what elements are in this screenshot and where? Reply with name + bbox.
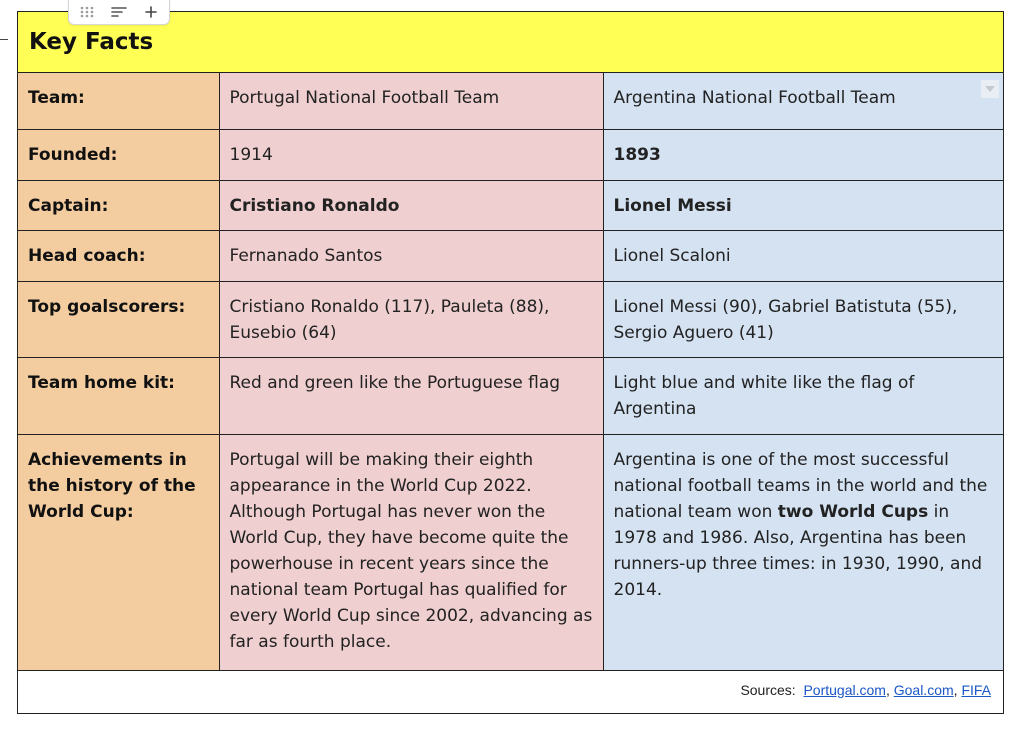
drag-handle-icon[interactable] bbox=[77, 2, 97, 22]
source-separator: , bbox=[953, 682, 962, 698]
portugal-founded: 1914 bbox=[219, 129, 603, 180]
table-row-coach bbox=[18, 230, 1003, 281]
table-row-achievements bbox=[18, 434, 1003, 670]
block-toolbar bbox=[68, 0, 170, 25]
row-label-scorers: Top goalscorers: bbox=[18, 281, 219, 357]
argentina-achievements-text-end: in 1978 and 1986. Also, Argentina has been runners-up three times: in 1930, 1990, and 2014. bbox=[613, 501, 983, 600]
argentina-world-cups-highlight: two World Cups bbox=[777, 501, 929, 522]
source-link-goal[interactable]: Goal.com bbox=[893, 682, 954, 698]
table-row-scorers bbox=[18, 281, 1003, 357]
row-label-coach: Head coach: bbox=[18, 230, 219, 281]
argentina-kit: Light blue and white like the flag of Argentina bbox=[603, 357, 1003, 434]
portugal-kit: Red and green like the Portuguese flag bbox=[219, 357, 603, 434]
card-title: Key Facts bbox=[29, 29, 154, 55]
row-label-founded: Founded: bbox=[18, 129, 219, 180]
column-menu-icon[interactable] bbox=[981, 80, 999, 98]
row-label-kit: Team home kit: bbox=[18, 357, 219, 434]
row-label-achievements: Achievements in the history of the World Cup: bbox=[18, 434, 219, 670]
argentina-team-cell bbox=[603, 73, 1003, 129]
portugal-captain: Cristiano Ronaldo bbox=[219, 180, 603, 230]
row-label-captain: Captain: bbox=[18, 180, 219, 230]
plus-icon[interactable] bbox=[141, 2, 161, 22]
source-link-portugal[interactable]: Portugal.com bbox=[803, 682, 886, 698]
portugal-team-name: Portugal National Football Team bbox=[219, 73, 603, 129]
table-row-founded bbox=[18, 129, 1003, 180]
key-facts-card bbox=[17, 11, 1004, 714]
argentina-scorers: Lionel Messi (90), Gabriel Batistuta (55), Sergio Aguero (41) bbox=[603, 281, 1003, 357]
table-row-team bbox=[18, 73, 1003, 129]
table-row-kit bbox=[18, 357, 1003, 434]
sources-label: Sources: bbox=[740, 682, 796, 698]
table-row-captain bbox=[18, 180, 1003, 230]
argentina-captain: Lionel Messi bbox=[603, 180, 1003, 230]
argentina-achievements-text: Argentina is one of the most successful national football teams in the world and the national team won bbox=[613, 449, 988, 522]
argentina-coach: Lionel Scaloni bbox=[603, 230, 1003, 281]
row-label-team: Team: bbox=[18, 73, 219, 129]
left-margin-tick bbox=[0, 39, 8, 40]
align-icon[interactable] bbox=[109, 2, 129, 22]
source-link-fifa[interactable]: FIFA bbox=[961, 682, 991, 698]
argentina-team-name: Argentina National Football Team bbox=[613, 88, 896, 108]
portugal-achievements: Portugal will be making their eighth appearance in the World Cup 2022. Although Portugal has never won the World Cup, they have become quite the powerhouse in recent years since the national team Portugal has qualified for every World Cup since 2002, advancing as far as fourth place. bbox=[219, 434, 603, 670]
source-separator: , bbox=[885, 682, 894, 698]
portugal-scorers: Cristiano Ronaldo (117), Pauleta (88), Eusebio (64) bbox=[219, 281, 603, 357]
key-facts-table bbox=[18, 73, 1003, 671]
portugal-coach: Fernanado Santos bbox=[219, 230, 603, 281]
argentina-achievements bbox=[603, 434, 1003, 670]
argentina-founded: 1893 bbox=[603, 129, 1003, 180]
sources-line bbox=[740, 682, 991, 698]
